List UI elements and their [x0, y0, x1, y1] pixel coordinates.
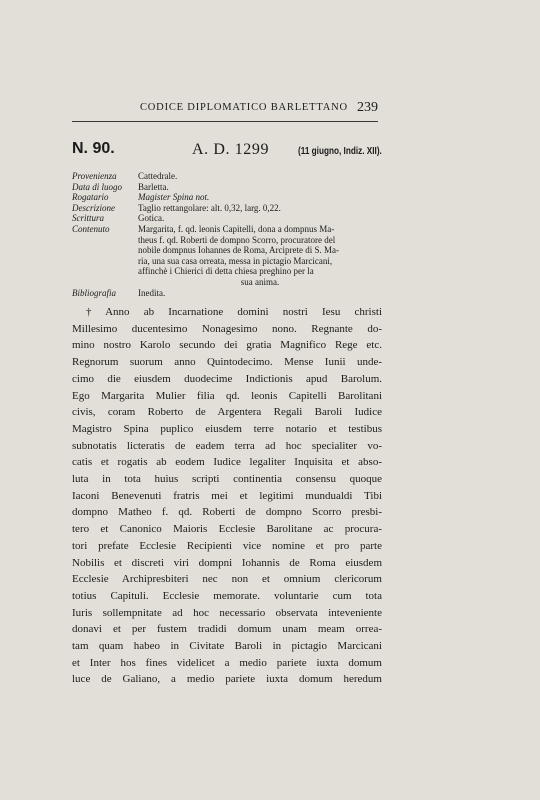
metadata-row [72, 288, 382, 299]
text-line: Magistro Spina puplico eiusdem terre notario et testibus [72, 422, 382, 435]
charter-text [72, 304, 382, 688]
text-line: catis et rogatis ab eodem Iudice legaliter Inquisita et abso- [72, 456, 382, 469]
metadata-value: Cattedrale. [138, 171, 178, 181]
summary-line: nobile dompnus Iohannes de Roma, Arciprete di S. Ma- [138, 245, 339, 256]
metadata-label: Provenienza [72, 171, 117, 181]
summary-line: theus f. qd. Roberti de dompno Scorro, procuratore del [138, 234, 336, 245]
text-line: donavi et per fustem tradidi domum unam meam orrea- [72, 623, 382, 636]
document-number: N. 90. [72, 140, 115, 157]
text-line: Millesimo ducentesimo Nonagesimo nono. Regnante do- [72, 322, 382, 335]
metadata-label: Rogatario [72, 192, 109, 203]
metadata-value: Gotica. [138, 213, 165, 224]
text-line: tori prefate Ecclesie Recipienti vice nomine et pro parte [72, 539, 382, 552]
text-line: luce de Galiano, a medio pariete iuxta domum heredum [72, 673, 382, 686]
text-line: tero et Canonico Maioris Ecclesie Barolitane ac procura- [72, 523, 382, 536]
document-date: A. D. 1299 [192, 141, 270, 158]
text-line: Ego Margarita Mulier filia qd. leonis Capitelli Barolitani [72, 389, 382, 402]
metadata-label: Data di luogo [72, 181, 123, 192]
metadata-row [72, 203, 382, 214]
metadata-row [72, 224, 382, 288]
metadata-value: Taglio rettangolare: alt. 0,32, larg. 0,22. [138, 202, 281, 213]
text-line: dompno Matheo f. qd. Roberti de dompno Scorro presbi- [72, 506, 382, 519]
document-date-detail: (11 giugno, Indiz. XII). [298, 146, 382, 157]
text-line: et Inter hos fines videlicet a medio pariete iuxta domum [72, 656, 382, 669]
header-rule [72, 121, 378, 122]
running-title: CODICE DIPLOMATICO BARLETTANO [140, 102, 348, 113]
metadata-table [72, 171, 382, 298]
metadata-row [72, 192, 382, 203]
metadata-value: Inedita. [138, 287, 166, 298]
metadata-value: Magister Spina not. [138, 192, 210, 203]
text-line: Iuris sollempnitate ad hoc necessario observata inteveniente [72, 606, 382, 619]
running-header [72, 101, 378, 119]
metadata-value: Barletta. [138, 181, 169, 192]
summary-line: ria, una sua casa orreata, messa in pictagio Marcicani, [138, 255, 333, 266]
text-line: † Anno ab Incarnatione domini nostri Iesu christi [86, 306, 382, 318]
text-line: Nobilis et discreti viri dompni Iohannis de Roma eiusdem [72, 556, 382, 569]
text-line: Iaconi Benevenuti fratris mei et legitimi mundualdi Tibi [72, 489, 382, 502]
metadata-label: Bibliografia [72, 287, 117, 298]
summary-line: sua anima. [240, 276, 280, 287]
summary-line: affinchè i Chierici di detta chiesa preghino per la [138, 266, 314, 277]
text-line: luta in tota huius scripti continentia consensu quoque [72, 473, 382, 486]
text-line: tam quam habeo in Civitate Baroli in pictagio Marcicani [72, 640, 382, 653]
metadata-label: Scrittura [72, 213, 105, 224]
metadata-row [72, 171, 382, 182]
metadata-label: Contenuto [72, 223, 110, 234]
metadata-row [72, 182, 382, 193]
text-line: totius Capituli. Ecclesie memorate. voluntarie cum tota [72, 589, 382, 602]
text-line: civis, coram Roberto de Argentera Regali Baroli Iudice [72, 406, 382, 419]
text-line: Ecclesie Archipresbiteri nec non et omnium clericorum [72, 573, 382, 586]
text-line: Regnorum suorum anno Quintodecimo. Mense Iunii unde- [72, 356, 382, 369]
text-line: subnotatis licteratis de eadem terra ad hoc specialiter vo- [72, 439, 382, 452]
summary-line: Margarita, f. qd. leonis Capitelli, dona a dompnus Ma- [138, 223, 335, 234]
text-line: mino nostro Karolo secundo dei gratia Magnifico Rege etc. [72, 339, 382, 352]
text-line: cimo die eiusdem duodecime Indictionis apud Barolum. [72, 372, 382, 385]
metadata-label: Descrizione [72, 202, 115, 213]
metadata-row [72, 213, 382, 224]
page-number: 239 [357, 100, 378, 115]
content-summary [138, 224, 382, 288]
